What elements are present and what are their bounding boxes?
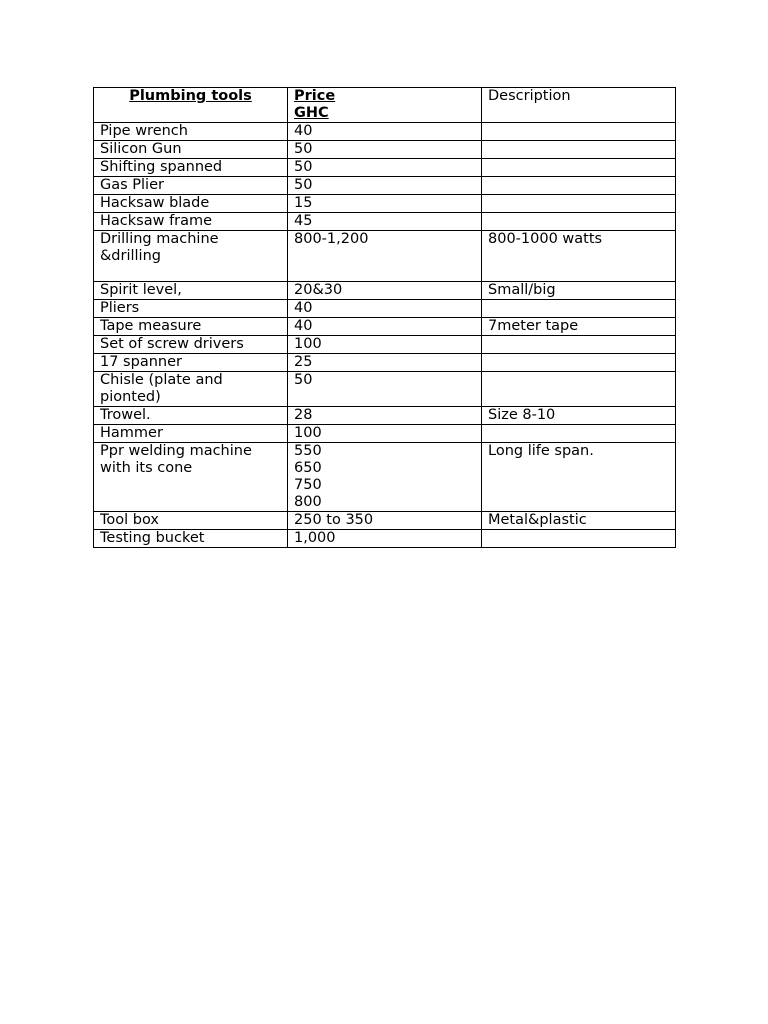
price-cell: 20&30 (288, 282, 482, 300)
table-row (94, 530, 676, 548)
tool-name-cell: Pliers (94, 300, 288, 318)
table-row (94, 177, 676, 195)
description-cell: Metal&plastic (482, 512, 676, 530)
tool-name-cell: Tool box (94, 512, 288, 530)
table-row (94, 354, 676, 372)
price-cell: 25 (288, 354, 482, 372)
table-row (94, 282, 676, 300)
price-cell: 50 (288, 141, 482, 159)
header-description-label: Description (488, 88, 571, 104)
tool-name-cell: 17 spanner (94, 354, 288, 372)
tool-name-cell: Ppr welding machine with its cone (94, 443, 288, 512)
tool-name-cell: Tape measure (94, 318, 288, 336)
description-cell (482, 300, 676, 318)
header-price-label: Price GHC (294, 88, 336, 121)
price-cell: 1,000 (288, 530, 482, 548)
description-cell (482, 123, 676, 141)
price-cell: 50 (288, 372, 482, 407)
price-cell: 40 (288, 300, 482, 318)
description-cell (482, 195, 676, 213)
table-row (94, 512, 676, 530)
price-cell: 550 650 750 800 (288, 443, 482, 512)
table-row (94, 336, 676, 354)
table-row (94, 141, 676, 159)
tool-name-cell: Silicon Gun (94, 141, 288, 159)
price-cell: 50 (288, 177, 482, 195)
price-cell: 800-1,200 (288, 231, 482, 282)
description-cell (482, 530, 676, 548)
tool-name-cell: Hacksaw frame (94, 213, 288, 231)
header-plumbing-tools-label: Plumbing tools (129, 88, 252, 104)
price-cell: 28 (288, 407, 482, 425)
tool-name-cell: Trowel. (94, 407, 288, 425)
description-cell: Size 8-10 (482, 407, 676, 425)
table-row (94, 195, 676, 213)
table-row (94, 443, 676, 512)
tool-name-cell: Gas Plier (94, 177, 288, 195)
price-cell: 250 to 350 (288, 512, 482, 530)
header-plumbing-tools (94, 88, 288, 123)
description-cell (482, 354, 676, 372)
description-cell (482, 177, 676, 195)
description-cell (482, 336, 676, 354)
tool-name-cell: Pipe wrench (94, 123, 288, 141)
table-row (94, 213, 676, 231)
plumbing-tools-table (93, 87, 676, 548)
description-cell (482, 372, 676, 407)
tool-name-cell: Testing bucket (94, 530, 288, 548)
description-cell (482, 141, 676, 159)
table-row (94, 300, 676, 318)
table-row (94, 318, 676, 336)
price-cell: 40 (288, 318, 482, 336)
tool-name-cell: Hacksaw blade (94, 195, 288, 213)
price-cell: 50 (288, 159, 482, 177)
price-cell: 100 (288, 425, 482, 443)
price-cell: 45 (288, 213, 482, 231)
price-cell: 40 (288, 123, 482, 141)
header-description (482, 88, 676, 123)
description-cell: 7meter tape (482, 318, 676, 336)
tool-name-cell: Spirit level, (94, 282, 288, 300)
description-cell: 800-1000 watts (482, 231, 676, 282)
tool-name-cell: Set of screw drivers (94, 336, 288, 354)
table-row (94, 425, 676, 443)
table-row (94, 159, 676, 177)
table-row (94, 407, 676, 425)
description-cell: Long life span. (482, 443, 676, 512)
header-price (288, 88, 482, 123)
description-cell (482, 425, 676, 443)
description-cell (482, 159, 676, 177)
price-cell: 100 (288, 336, 482, 354)
table-row (94, 372, 676, 407)
tool-name-cell: Hammer (94, 425, 288, 443)
description-cell (482, 213, 676, 231)
table-row (94, 123, 676, 141)
tool-name-cell: Shifting spanned (94, 159, 288, 177)
table-row (94, 231, 676, 282)
tool-name-cell: Chisle (plate and pionted) (94, 372, 288, 407)
price-cell: 15 (288, 195, 482, 213)
description-cell: Small/big (482, 282, 676, 300)
tool-name-cell: Drilling machine &drilling (94, 231, 288, 282)
table-header-row (94, 88, 676, 123)
